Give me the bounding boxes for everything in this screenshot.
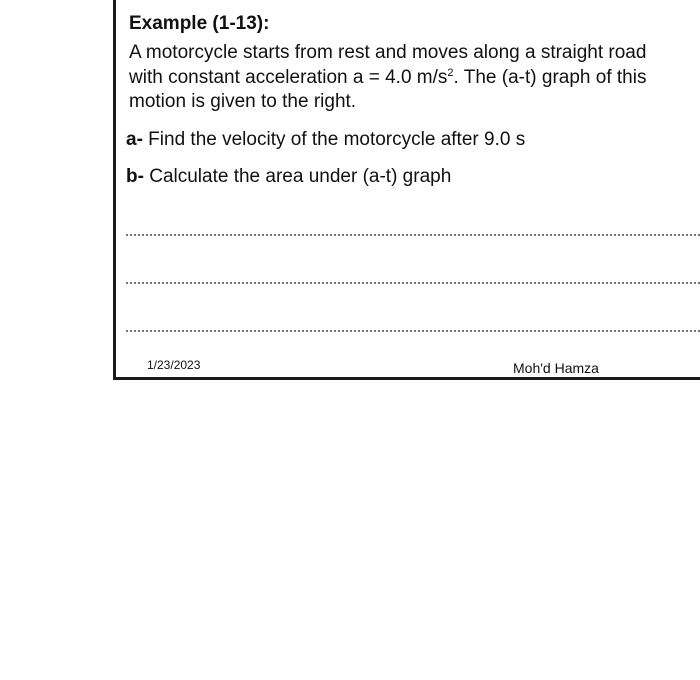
question-b <box>126 166 451 188</box>
footer-date: 1/23/2023 <box>147 358 201 372</box>
worksheet-panel <box>113 0 700 380</box>
problem-line-2-text: with constant acceleration a = 4.0 m/s <box>129 67 448 88</box>
question-a <box>126 129 525 151</box>
units-superscript: 2 <box>447 67 454 79</box>
question-b-text: Calculate the area under (a-t) graph <box>143 166 452 187</box>
problem-line-3: motion is given to the right. <box>129 91 357 112</box>
question-b-marker: b- <box>126 166 144 187</box>
problem-line-2-tail: . The (a-t) graph of this <box>453 67 647 88</box>
question-a-marker: a- <box>126 129 143 150</box>
answer-line-1 <box>126 234 700 236</box>
problem-line-1: A motorcycle starts from rest and moves along a straight road <box>129 42 647 63</box>
answer-line-2 <box>126 282 700 284</box>
footer-author: Moh'd Hamza <box>513 360 599 376</box>
question-a-text: Find the velocity of the motorcycle after 9.0 s <box>142 129 526 150</box>
problem-line-2 <box>129 66 646 90</box>
example-title: Example (1-13): <box>129 13 270 34</box>
answer-line-3 <box>126 330 700 332</box>
